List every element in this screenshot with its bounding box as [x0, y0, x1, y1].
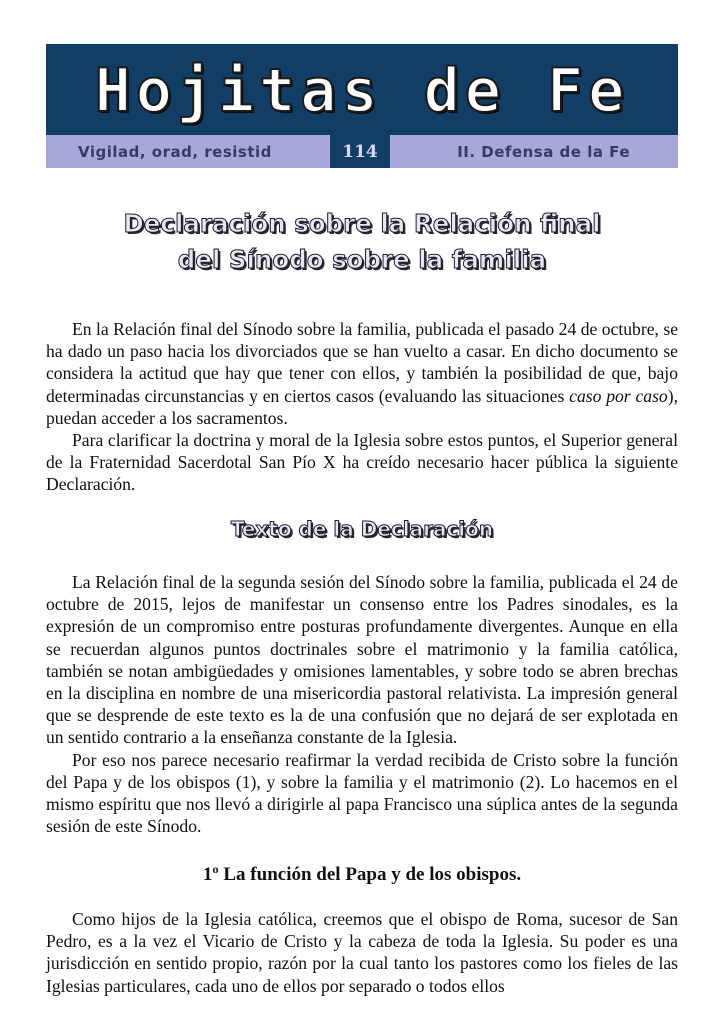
- declaration-paragraph-1: La Relación final de la segunda sesión del Sínodo sobre la familia, publicada el 24 de octubre de 2015, lejos de manifestar un consenso entre los Padres sinodales, es la expresión de un compromiso entre posturas profundamente divergentes. Aunque en ella se recuerdan algunos puntos doctrinales sobre el matrimonio y la familia católica, también se notan ambigüedades y omisiones lamentables, y sobre todo se abren brechas en la disciplina en nombre de una misericordia pastoral relativista. La impresión general que se desprende de este texto es la de una confusión que no dejará de ser explotada en un sentido contrario a la enseñanza constante de la Iglesia.: [46, 572, 678, 748]
- intro-paragraph-1: [46, 318, 678, 429]
- series-label: II. Defensa de la Fe: [457, 143, 630, 161]
- title-line-1: Declaración sobre la Relación final: [123, 209, 601, 238]
- masthead-banner: [46, 44, 678, 135]
- declaration-paragraph-2: Por eso nos parece necesario reafirmar la verdad recibida de Cristo sobre la función del Papa y de los obispos (1), y sobre la familia y el matrimonio (2). Lo hacemos en el mismo espíritu que nos llevó a dirigirle al papa Francisco una súplica antes de la segunda sesión de este Sínodo.: [46, 749, 678, 837]
- intro-p1-emphasis: caso por caso: [569, 385, 668, 406]
- declaration-heading: Texto de la Declaración: [230, 517, 494, 541]
- section-1-paragraph-1: Como hijos de la Iglesia católica, creemos que el obispo de Roma, sucesor de San Pedro, es a la vez el Vicario de Cristo y la cabeza de toda la Iglesia. Su poder es una jurisdicción en sentido propio, razón por la cual tanto los pastores como los fieles de las Iglesias particulares, cada uno de ellos por separado o todos ellos: [46, 909, 678, 996]
- motto: Vigilad, orad, resistid: [78, 143, 272, 161]
- brand-title: Hojitas de Fe: [94, 55, 630, 126]
- masthead-subbar: [46, 135, 678, 168]
- document-title: [46, 206, 678, 278]
- intro-p1-end: ), puedan acceder a los sacramentos.: [46, 385, 678, 428]
- title-line-2: del Sínodo sobre la familia: [177, 245, 547, 274]
- section-1-heading: 1º La función del Papa y de los obispos.: [202, 864, 522, 885]
- issue-number: 114: [330, 135, 390, 168]
- section-1: [46, 908, 678, 997]
- intro-p1-text: En la Relación final del Sínodo sobre la familia, publicada el pasado 24 de octubre, se ha dado un paso hacia los divorciados que se han vuelto a casar. En dicho documento se considera la actitud que hay que tener con ellos, y también la posibilidad de que, bajo determinadas circunstancias y en ciertos casos (evaluando las situaciones: [46, 319, 678, 406]
- masthead: [46, 44, 678, 168]
- declaration-section: [46, 571, 678, 837]
- intro-paragraph-2: Para clarificar la doctrina y moral de la Iglesia sobre estos puntos, el Superior general de la Fraternidad Sacerdotal San Pío X ha creído necesario hacer pública la siguiente Declaración.: [46, 430, 678, 495]
- intro-section: [46, 318, 678, 496]
